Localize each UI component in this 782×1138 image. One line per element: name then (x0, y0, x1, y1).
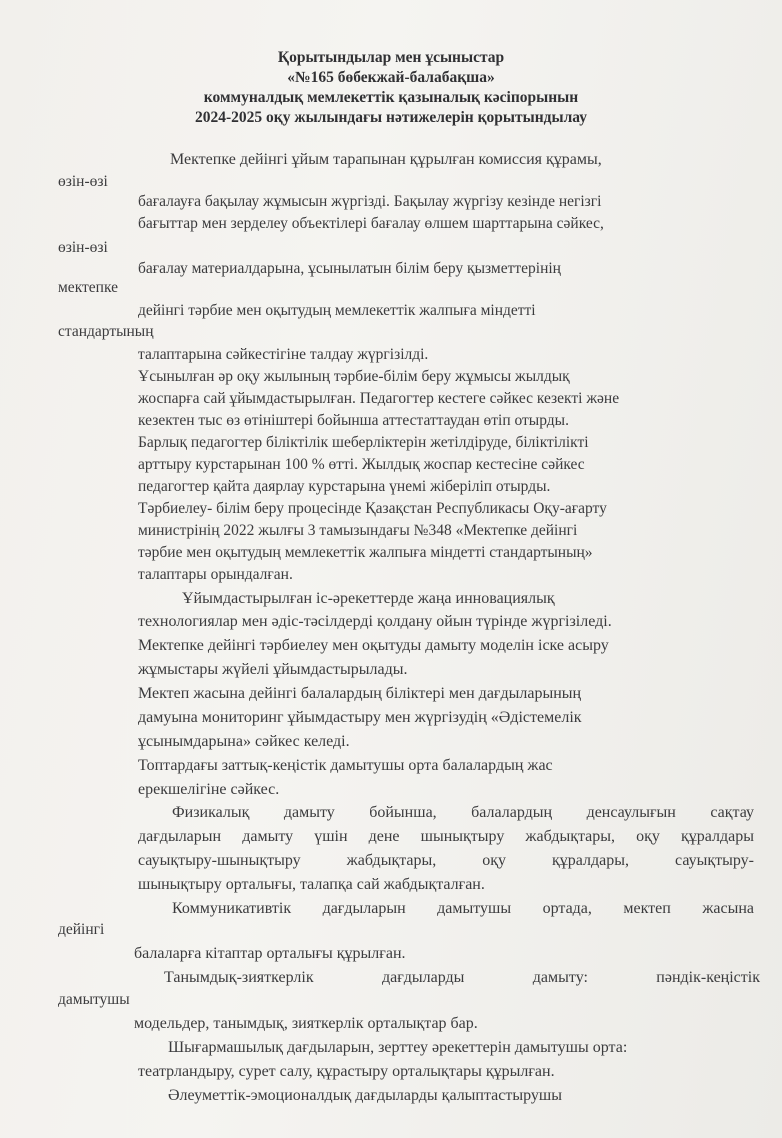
body-line: Шығармашылық дағдыларын, зерттеу әрекеттерін дамытушы орта: (168, 1039, 628, 1056)
body-line: Физикалық дамыту бойынша, балалардың денсаулығын сақтау (172, 804, 754, 821)
body-line: кезектен тыс өз өтініштері бойынша аттестаттаудан өтіп отырды. (138, 412, 569, 429)
body-line: ерекшелігіне сәйкес. (138, 781, 280, 798)
body-line: модельдер, танымдық, зияткерлік орталықтар бар. (134, 1015, 478, 1032)
body-line: бағыттар мен зерделеу объектілері бағалау өлшем шарттарына сәйкес, (138, 215, 604, 232)
body-line: министрінің 2022 жылғы 3 тамызындағы №348 «Мектепке дейінгі (138, 522, 578, 539)
body-line: талаптарына сәйкестігіне талдау жүргізілді. (138, 346, 429, 363)
body-line: арттыру курстарынан 100 % өтті. Жылдық жоспар кестесіне сәйкес (138, 456, 585, 473)
body-line: дейінгі (58, 921, 105, 938)
body-line: мектепке (58, 279, 118, 296)
body-line: Мектепке дейінгі тәрбиелеу мен оқытуды дамыту моделін іске асыру (138, 637, 609, 654)
body-line: жоспарға сай ұйымдастырылған. Педагогтер кестеге сәйкес кезекті және (138, 390, 620, 407)
document-title-line-2: «№165 бөбекжай-балабақша» (287, 69, 495, 86)
body-line: Топтардағы заттық-кеңістік дамытушы орта балалардың жас (138, 757, 553, 774)
body-line: педагогтер қайта даярлау курстарына үнемі жіберіліп отырды. (138, 478, 551, 495)
document-title-line-1: Қорытындылар мен ұсыныстар (277, 49, 505, 66)
body-line: балаларға кітаптар орталығы құрылған. (134, 945, 406, 962)
document-title-line-3: коммуналдық мемлекеттік қазыналық кәсіпорынын (203, 89, 579, 106)
body-line: бағалау материалдарына, ұсынылатын білім беру қызметтерінің (138, 260, 561, 277)
body-line: сауықтыру-шынықтыру жабдықтары, оқу құралдары, сауықтыру- (138, 852, 754, 869)
body-line: талаптары орындалған. (138, 566, 293, 583)
body-line: Ұсынылған әр оқу жылының тәрбие-білім беру жұмысы жылдық (138, 368, 570, 385)
body-line: стандартының (58, 323, 154, 340)
body-line: театрландыру, сурет салу, құрастыру орталықтары құрылған. (138, 1063, 555, 1080)
body-line: Барлық педагогтер біліктілік шеберліктерін жетілдіруде, біліктілікті (138, 434, 589, 451)
document-title-line-4: 2024-2025 оқу жылындағы нәтижелерін қорытындылау (195, 109, 587, 126)
body-line: дамытушы (58, 991, 130, 1008)
body-line: Тәрбиелеу- білім беру процесінде Қазақстан Республикасы Оқу-ағарту (138, 500, 607, 517)
body-line: өзін-өзі (58, 239, 108, 256)
body-line: Мектеп жасына дейінгі балалардың біліктері мен дағдыларының (138, 685, 582, 702)
body-line: өзін-өзі (58, 173, 108, 190)
body-line: Танымдық-зияткерлік дағдыларды дамыту: пәндік-кеңістік (164, 969, 760, 986)
body-line: Әлеуметтік-эмоционалдық дағдыларды қалыптастырушы (168, 1087, 562, 1104)
body-line: тәрбие мен оқытудың мемлекеттік жалпыға міндетті стандартының» (138, 544, 593, 561)
body-line: шынықтыру орталығы, талапқа сай жабдықталған. (138, 876, 485, 893)
body-line: Мектепке дейінгі ұйым тарапынан құрылған комиссия құрамы, (170, 151, 602, 168)
body-line: дағдыларын дамыту үшін дене шынықтыру жабдықтары, оқу құралдары (138, 828, 754, 845)
body-line: технологиялар мен әдіс-тәсілдерді қолдану ойын түрінде жүргізіледі. (138, 613, 612, 630)
body-line: ұсынымдарына» сәйкес келеді. (138, 733, 350, 750)
body-line: жұмыстары жүйелі ұйымдастырылады. (138, 661, 408, 678)
body-line: Коммуникативтік дағдыларын дамытушы ортада, мектеп жасына (172, 900, 754, 917)
body-line: дейінгі тәрбие мен оқытудың мемлекеттік жалпыға міндетті (138, 302, 536, 319)
body-line: Ұйымдастырылған іс-әрекеттерде жаңа инновациялық (182, 590, 555, 607)
body-line: бағалауға бақылау жұмысын жүргізді. Бақылау жүргізу кезінде негізгі (138, 193, 602, 210)
body-line: дамуына мониторинг ұйымдастыру мен жүргізудің «Әдістемелік (138, 709, 582, 726)
